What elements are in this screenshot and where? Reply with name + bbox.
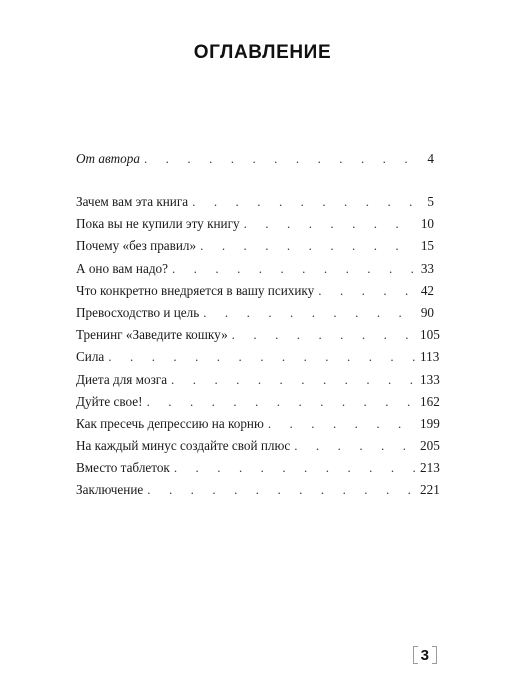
dot-leader <box>203 302 417 324</box>
toc-entry-label: Как пресечь депрессию на корню <box>76 415 264 431</box>
dot-leader <box>172 258 417 280</box>
toc-author-section <box>76 148 434 170</box>
toc-entry-page: 213 <box>420 460 440 476</box>
toc-entry-label: Почему «без правил» <box>76 238 197 254</box>
toc-entry[interactable] <box>76 369 440 391</box>
toc-entry-page: 5 <box>427 194 434 209</box>
toc-entry-page: 10 <box>420 216 434 232</box>
toc-entry-label: Тренинг «Заведите кошку» <box>76 327 228 343</box>
page-number-value: 3 <box>420 646 429 664</box>
toc-entry-label: Дуйте свое! <box>76 393 143 409</box>
dot-leader <box>147 479 417 501</box>
toc-entry[interactable] <box>76 479 440 501</box>
toc-entry-page: 199 <box>420 415 440 431</box>
toc-entry-label: Превосходство и цель <box>76 304 200 320</box>
toc-entry-label: Сила <box>76 349 105 365</box>
toc-entry[interactable] <box>76 302 434 324</box>
toc-entry[interactable] <box>76 435 440 457</box>
toc-entry[interactable] <box>76 413 440 435</box>
dot-leader <box>294 435 417 457</box>
toc-entry-page: 133 <box>420 371 440 387</box>
toc-entry[interactable] <box>76 191 434 213</box>
toc-entry-label: От автора <box>76 151 140 166</box>
toc-entry-label: Диета для мозга <box>76 371 168 387</box>
toc-entry-page: 113 <box>420 349 440 365</box>
toc-entry[interactable] <box>76 258 434 280</box>
toc-entry-label: Что конкретно внедряется в вашу психику <box>76 282 315 298</box>
dot-leader <box>174 457 417 479</box>
toc-list <box>76 191 440 502</box>
dot-leader <box>318 280 417 302</box>
toc-entry[interactable] <box>76 280 434 302</box>
toc-entry[interactable] <box>76 457 440 479</box>
page-number-bracket-right <box>432 646 437 664</box>
toc-entry-label: Вместо таблеток <box>76 460 170 476</box>
toc-entry[interactable] <box>76 235 434 257</box>
dot-leader <box>108 346 417 368</box>
dot-leader <box>144 148 417 170</box>
toc-entry-page: 33 <box>420 260 434 276</box>
page-title: ОГЛАВЛЕНИЕ <box>193 42 332 63</box>
toc-entry-author[interactable] <box>76 148 434 170</box>
toc-entry[interactable] <box>76 324 440 346</box>
toc-entry-page: 105 <box>420 327 440 343</box>
toc-entry[interactable] <box>76 391 440 413</box>
toc-entry-page: 42 <box>420 282 434 298</box>
toc-entry-label: На каждый минус создайте свой плюс <box>76 438 291 454</box>
dot-leader <box>147 391 417 413</box>
dot-leader <box>192 191 417 213</box>
toc-entry-page: 4 <box>427 151 434 166</box>
toc-entry-page: 205 <box>420 438 440 454</box>
toc-entry-page: 221 <box>420 482 440 498</box>
toc-entry-page: 162 <box>420 393 440 409</box>
toc-entry[interactable] <box>76 346 440 368</box>
dot-leader <box>232 324 417 346</box>
dot-leader <box>171 369 417 391</box>
toc-entry-label: Заключение <box>76 482 144 498</box>
toc-entry-page: 90 <box>420 304 434 320</box>
toc-entry-label: А оно вам надо? <box>76 260 168 276</box>
dot-leader <box>200 235 417 257</box>
toc-entry-page: 15 <box>420 238 434 254</box>
page-number <box>413 645 437 665</box>
page-number-bracket-left <box>413 646 418 664</box>
dot-leader <box>268 413 417 435</box>
toc-entry[interactable] <box>76 213 434 235</box>
toc-entry-label: Зачем вам эта книга <box>76 194 189 209</box>
dot-leader <box>244 213 417 235</box>
toc-entry-label: Пока вы не купили эту книгу <box>76 216 240 232</box>
